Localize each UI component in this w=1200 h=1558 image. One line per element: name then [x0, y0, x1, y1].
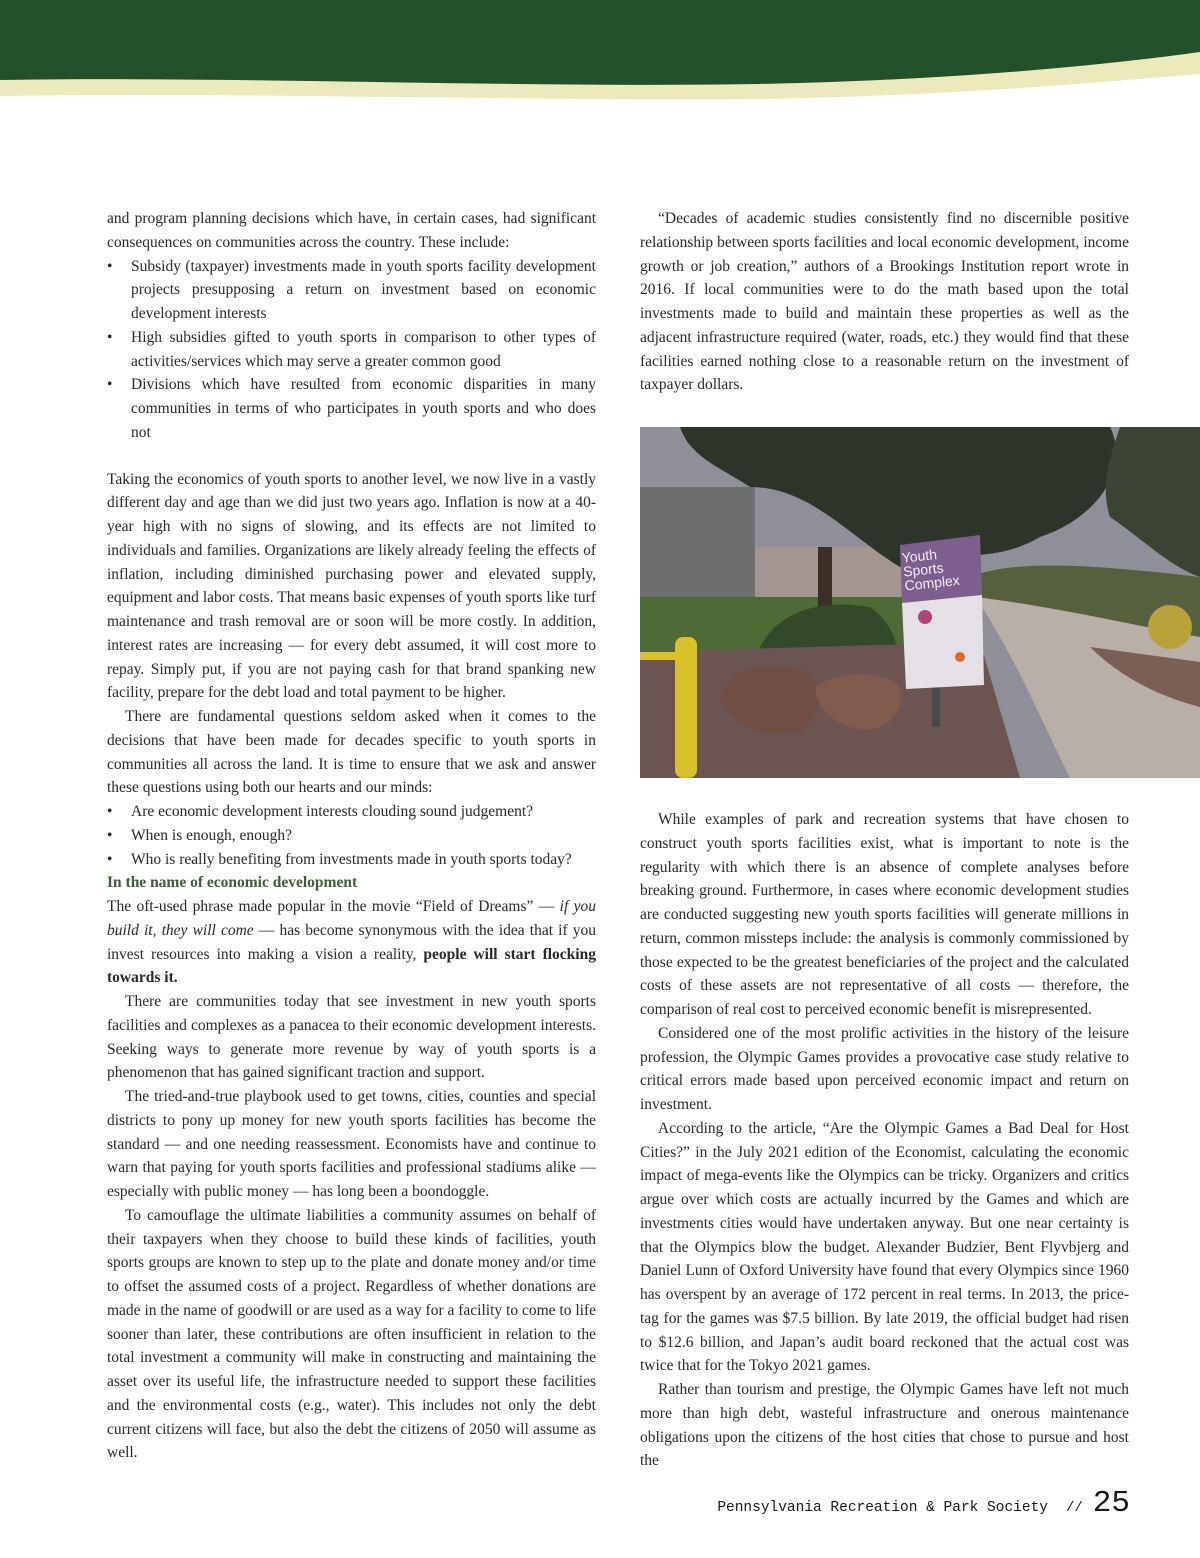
photo-youth-sports-complex	[640, 427, 1200, 778]
left-intro: and program planning decisions which have, in certain cases, had significant consequences on communities across the country. These include:	[107, 210, 596, 251]
photo-yellow-rail	[640, 652, 690, 660]
right-column	[640, 207, 1129, 1473]
page-number: 25	[1092, 1486, 1130, 1521]
paragraph-panacea: There are communities today that see investment in new youth sports facilities and complexes as a panacea to their economic development interests. Seeking ways to generate more revenue by way of youth sports is a phenomenon that has gained significant traction and support.	[107, 993, 596, 1082]
list-item: • Who is really benefiting from investments made in youth sports today?	[107, 848, 596, 872]
italic-quote: if you build it, they will come	[107, 898, 596, 939]
bullet-list-concerns	[107, 255, 596, 445]
paragraph-brookings: “Decades of academic studies consistently find no discernible positive relationship between sports facilities and local economic development, income growth or job creation,” authors of a Brookings Institution report wrote in 2016. If local communities were to do the math based upon the total investments made to build and maintain these properties as well as the adjacent infrastructure required (water, roads, etc.) they would find that these facilities earned nothing close to a reasonable return on the investment of taxpayer dollars.	[640, 210, 1129, 394]
header-banner	[0, 0, 1200, 100]
list-item: • Divisions which have resulted from economic disparities in many communities in terms of who participates in youth sports and who does not	[107, 373, 596, 444]
page-footer	[717, 1486, 1130, 1521]
paragraph-camouflage: To camouflage the ultimate liabilities a community assumes on behalf of their taxpayers when they choose to build these kinds of facilities, youth sports groups are known to step up to the plate and donate money and/or time to offset the assumed costs of a project. Regardless of whether donations are made in the name of goodwill or are used as a way for a facility to come to life sooner than later, these contributions are often insufficient in relation to the total investment a community will make in constructing and maintaining the asset over its useful life, the infrastructure needed to support these facilities and the environmental costs (e.g., water). This includes not only the debt current citizens will face, but also the debt the citizens of 2050 will assume as well.	[107, 1206, 596, 1462]
paragraph-olympics-debt: Rather than tourism and prestige, the Olympic Games have left not much more than high debt, wasteful infrastructure and onerous maintenance obligations upon the citizens of the host cities that chose to pursue and host the	[640, 1381, 1129, 1470]
left-column	[107, 207, 596, 1465]
photo-yellow-bush	[1148, 605, 1192, 649]
paragraph-playbook: The tried-and-true playbook used to get towns, cities, counties and special districts to pony up money for new youth sports facilities has become the standard — and one needing reassessment. Economists have and continue to warn that paying for youth sports facilities and professional stadiums alike — especially with public money — has long been a boondoggle.	[107, 1088, 596, 1200]
paragraph-inflation: Taking the economics of youth sports to another level, we now live in a vastly different day and age than we did just two years ago. Inflation is now at a 40-year high with no signs of slowing, and its effects are not limited to individuals and families. Organizations are likely already feeling the effects of inflation, including diminished purchasing power and elevated supply, equipment and labor costs. That means basic expenses of youth sports like turf maintenance and trash removal are or soon will be more costly. In addition, interest rates are increasing — for every debt assumed, it will cost more to repay. Simply put, if you are not paying cash for that brand spanking new facility, prepare for the debt load and total payment to be higher.	[107, 470, 596, 702]
paragraph-olympics-intro: Considered one of the most prolific activities in the history of the leisure profession, the Olympic Games provides a provocative case study relative to critical errors made based upon perceived economic impact and return on investment.	[640, 1024, 1129, 1113]
bold-phrase: people will start flocking towards it.	[107, 945, 596, 987]
bullet-list-questions	[107, 800, 596, 871]
sign-label: Youth Sports Complex	[900, 546, 961, 594]
section-heading: In the name of economic development	[107, 874, 358, 892]
list-item: • High subsidies gifted to youth sports in comparison to other types of activities/services which may serve a greater common good	[107, 326, 596, 374]
paragraph-economist: According to the article, “Are the Olympic Games a Bad Deal for Host Cities?” in the July 2021 edition of the Economist, calculating the economic impact of mega-events like the Olympics can be tricky. Organizers and critics argue over which costs are actually incurred by the Games and which are investments cities would have undertaken anyway. But one near certainty is that the Olympics blow the budget. Alexander Budzier, Bent Flyvbjerg and Daniel Lunn of Oxford University have found that every Olympics since 1960 has overspent by an average of 172 percent in real terms. In 2013, the price-tag for the games was $7.5 billion. By late 2019, the official budget had risen to $12.6 billion, and Japan’s audit board reckoned that the actual cost was twice that for the Tokyo 2021 games.	[640, 1119, 1129, 1375]
list-item: • Subsidy (taxpayer) investments made in youth sports facility development projects presupposing a return on investment based on economic development interests	[107, 255, 596, 326]
text-run: The oft-used phrase made popular in the movie “Field of Dreams” —	[107, 898, 560, 915]
list-item: • When is enough, enough?	[107, 824, 596, 848]
paragraph-questions: There are fundamental questions seldom asked when it comes to the decisions that have been made for decades specific to youth sports in communities all across the land. It is time to ensure that we ask and answer these questions using both our hearts and our minds:	[107, 708, 596, 797]
photo-sign-logo	[918, 610, 932, 624]
footer-separator: //	[1065, 1500, 1083, 1516]
text-run: — has become synonymous with the idea that if you invest resources into making a vision a reality,	[107, 921, 596, 963]
list-item: • Are economic development interests clouding sound judgement?	[107, 800, 596, 824]
photo-scoreboard	[640, 487, 755, 597]
paragraph-field-of-dreams	[107, 895, 596, 990]
paragraph-analyses: While examples of park and recreation systems that have chosen to construct youth sports facilities exist, what is important to note is the regularity with which there is an absence of complete analyses before breaking ground. Furthermore, in cases where economic development studies are conducted suggesting new youth sports facilities will generate millions in return, common missteps include: the analysis is commonly commissioned by those expected to be the greatest beneficiaries of the project and the calculated costs of these assets are not representative of all costs — therefore, the comparison of real cost to perceived economic benefit is misrepresented.	[640, 811, 1129, 1018]
photo-sign-flower	[955, 652, 965, 662]
photo-illustration	[640, 427, 1200, 778]
photo-sign-white-panel	[902, 595, 984, 689]
footer-organization: Pennsylvania Recreation & Park Society	[717, 1500, 1048, 1516]
